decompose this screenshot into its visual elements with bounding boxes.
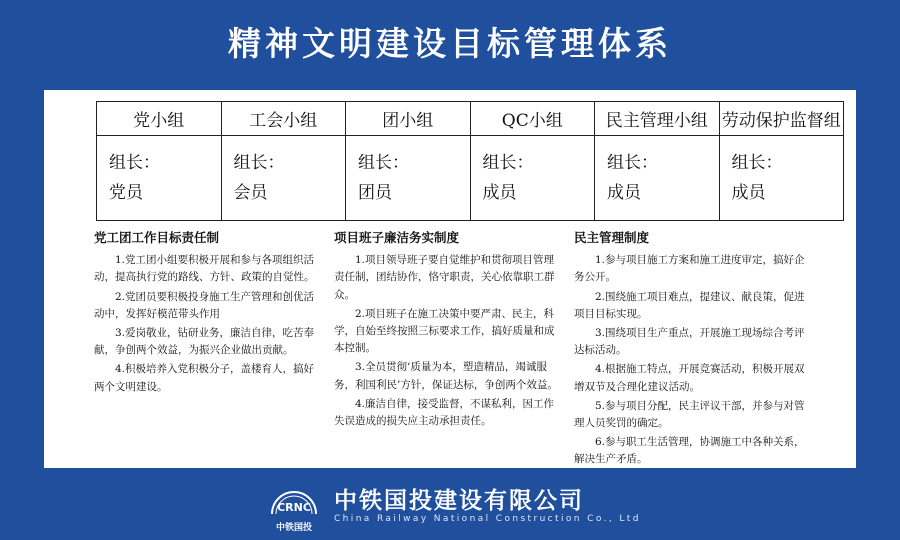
section-item: 3.爱岗敬业，钻研业务，廉洁自律，吃苦奉献，争创两个效益，为振兴企业做出贡献。: [94, 327, 315, 357]
group-cell: [346, 136, 471, 221]
leader-label: 组长：: [731, 153, 783, 173]
section-heading: 项目班子廉洁务实制度: [334, 230, 460, 245]
group-cell: [595, 136, 720, 221]
groups-header-row: [97, 102, 844, 136]
group-cell: [719, 136, 844, 221]
leader-label: 组长：: [482, 153, 534, 173]
groups-body-row: [97, 136, 844, 221]
leader-label: 组长：: [358, 153, 409, 173]
member-label: 党员: [109, 183, 143, 203]
leader-label: 组长：: [109, 153, 160, 173]
group-name: 党小组: [97, 102, 222, 136]
group-cell: [221, 136, 346, 221]
page-title: 精神文明建设目标管理体系: [228, 24, 672, 63]
section-item: 4.根据施工特点，开展竞赛活动，积极开展双增双节及合理化建议活动。: [574, 363, 805, 393]
company-name: 中铁国投建设有限公司: [334, 488, 584, 514]
logo-text: CRNC: [277, 501, 311, 514]
section-item: 5.参与项目分配，民主评议干部，并参与对管理人员奖罚的确定。: [574, 399, 805, 430]
group-name: 劳动保护监督组: [719, 102, 844, 136]
section-item: 6.参与职工生活管理，协调施工中各种关系，解决生产矛盾。: [574, 436, 805, 466]
group-cell: [470, 136, 595, 221]
leader-label: 组长：: [233, 153, 285, 173]
group-cell: [97, 136, 222, 221]
member-label: 团员: [358, 183, 392, 203]
group-name: QC小组: [470, 102, 595, 136]
group-name: 团小组: [346, 102, 471, 136]
member-label: 成员: [607, 183, 641, 203]
section-item: 1.项目领导班子要自觉维护和贯彻项目管理责任制，团结协作，恪守职责，关心依靠职工群众。: [334, 254, 555, 301]
company-name-english: China Railway National Construction Co., Ltd: [334, 514, 641, 524]
section-item: 2.项目班子在施工决策中要严肃、民主，科学，自始至终按照三标要求工作，搞好质量和成本控制。: [334, 307, 555, 355]
footer: [0, 470, 900, 540]
section-item: 2.围绕施工项目难点，提建议、献良策，促进项目目标实现。: [574, 290, 805, 320]
leader-label: 组长：: [607, 153, 658, 173]
section-item: 1.党工团小组要积极开展和参与各项组织活动，提高执行党的路线、方针、政策的自觉性。: [94, 254, 315, 284]
section-item: 1.参与项目施工方案和施工进度审定，搞好企务公开。: [574, 254, 805, 284]
group-name: 民主管理小组: [595, 102, 720, 136]
section-heading: 民主管理制度: [574, 230, 650, 245]
member-label: 成员: [482, 183, 517, 203]
section-item: 2.党团员要积极投身施工生产管理和创优活动中，发挥好模范带头作用: [94, 290, 315, 320]
content-panel: [44, 90, 856, 468]
logo-caption: 中铁国投: [275, 523, 313, 533]
section-item: 3.全员贯彻‘质量为本，塑造精品，竭诚服务，利国利民’方针，保证达标，争创两个效益。: [334, 361, 558, 391]
section-item: 4.积极培养入党积极分子，盖楼育人，搞好两个文明建设。: [94, 363, 315, 393]
section-heading: 党工团工作目标责任制: [94, 230, 220, 245]
section-democratic-management: [574, 229, 806, 471]
section-team-integrity: [334, 229, 558, 432]
section-party-responsibility: [94, 229, 318, 398]
group-name: 工会小组: [221, 102, 346, 136]
groups-table: [96, 101, 844, 221]
section-item: 4.廉洁自律，接受监督，不谋私利，因工作失误造成的损失应主动承担责任。: [334, 397, 555, 428]
member-label: 成员: [731, 183, 766, 203]
company-logo-icon: [264, 478, 324, 538]
section-item: 3.围绕项目生产重点，开展施工现场综合考评达标活动。: [574, 327, 805, 357]
member-label: 会员: [233, 183, 268, 203]
